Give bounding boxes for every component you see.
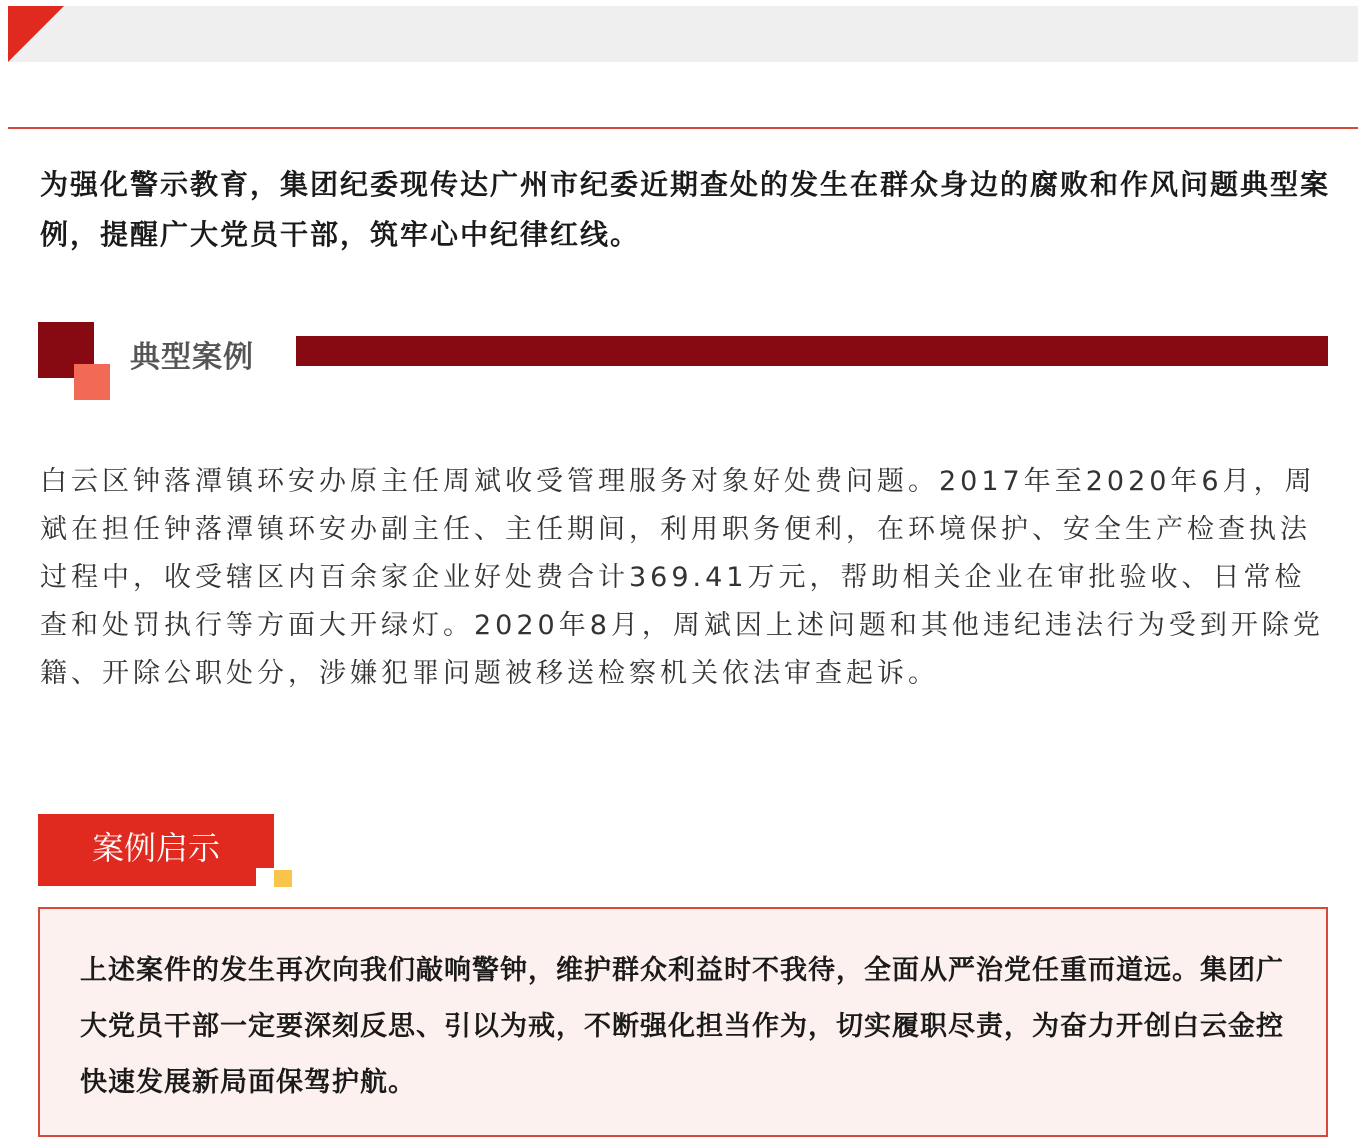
lesson-tag-label: 案例启示 [91,829,220,867]
header-divider [8,127,1358,129]
lesson-paragraph: 上述案件的发生再次向我们敲响警钟，维护群众利益时不我待，全面从严治党任重而道远。集团广大党员干部一定要深刻反思、引以为戒，不断强化担当作为，切实履职尽责，为奋力开创白云金控快速发展新局面保驾护航。 [80,955,1284,1098]
case-paragraph: 白云区钟落潭镇环安办原主任周斌收受管理服务对象好处费问题。2017年至2020年6月，周斌在担任钟落潭镇环安办副主任、主任期间，利用职务便利，在环境保护、安全生产检查执法过程中，收受辖区内百余家企业好处费合计369.41万元，帮助相关企业在审批验收、日常检查和处罚执行等方面大开绿灯。2020年8月，周斌因上述问题和其他违纪违法行为受到开除党籍、开除公职处分，涉嫌犯罪问题被移送检察机关依法审查起诉。 [40,466,1324,689]
heading-bar [296,336,1328,366]
section-title: 典型案例 [130,340,254,375]
lesson-box [38,907,1328,1137]
intro-paragraph: 为强化警示教育，集团纪委现传达广州市纪委近期查处的发生在群众身边的腐败和作风问题典型案例，提醒广大党员干部，筑牢心中纪律红线。 [40,168,1331,251]
top-banner [8,6,1358,62]
lesson-tag [38,814,274,886]
section-heading [38,322,1330,400]
banner-red-tab [8,6,64,62]
lesson-tag-notch [256,868,274,886]
lesson-tag-yellow-square-icon [274,870,292,887]
heading-coral-square-icon [74,364,110,400]
